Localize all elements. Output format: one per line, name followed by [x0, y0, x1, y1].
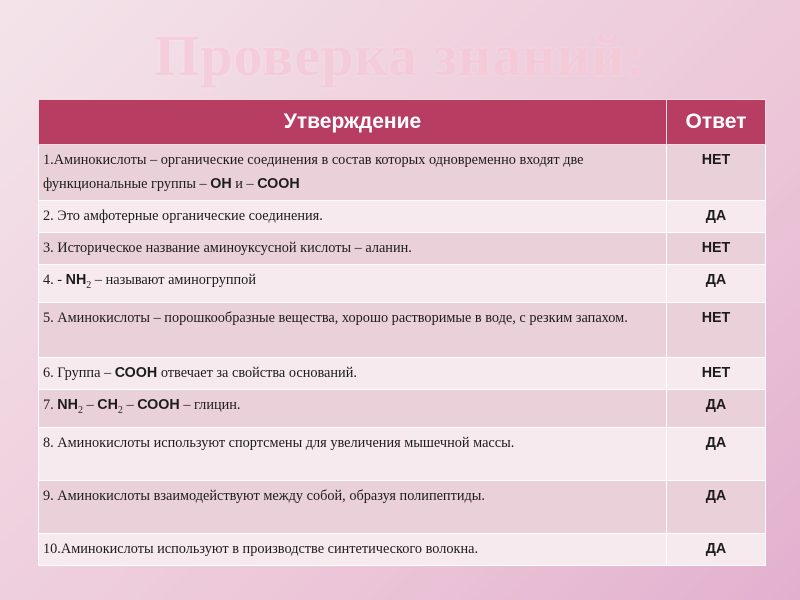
subscript: 2 — [77, 404, 83, 416]
table-row — [39, 480, 766, 533]
statement-text: 9. Аминокислоты взаимодействуют между собой, образуя полипептиды. — [43, 487, 485, 504]
answer-cell: ДА — [667, 201, 766, 233]
formula: ОН — [210, 176, 232, 192]
quiz-table — [38, 99, 766, 566]
table-row — [39, 357, 766, 389]
formula: NH — [57, 396, 78, 413]
formula: CH — [97, 396, 118, 413]
table-row — [39, 389, 766, 427]
table-row — [39, 201, 766, 233]
statement-text: 8. Аминокислоты используют спортсмены для увеличения мышечной массы. — [43, 434, 515, 451]
answer-cell: НЕТ — [667, 233, 766, 265]
statement-text: отвечает за свойства оснований. — [157, 364, 357, 381]
statement-text: 3. Историческое название аминоуксусной кислоты – аланин. — [43, 240, 412, 256]
slide-title: Проверка знаний: — [154, 23, 646, 88]
answer-cell: ДА — [667, 265, 766, 303]
table-row — [39, 233, 766, 265]
table-header-row — [39, 100, 766, 145]
table-row — [39, 533, 766, 565]
statement-cell — [39, 145, 667, 201]
statement-text: – называют аминогруппой — [91, 272, 256, 288]
formula: NH — [65, 272, 87, 288]
table-row — [39, 145, 766, 201]
statement-cell — [39, 233, 667, 265]
answer-cell: ДА — [667, 533, 766, 565]
statement-text: 10.Аминокислоты используют в производстве синтетического волокна. — [43, 540, 479, 557]
formula: СООН — [114, 364, 158, 381]
table-row — [39, 302, 766, 357]
statement-cell — [39, 265, 667, 303]
statement-cell — [39, 302, 667, 357]
statement-text: 7. — [43, 396, 58, 413]
statement-text: – — [122, 396, 138, 413]
statement-cell — [39, 201, 667, 233]
statement-cell — [39, 427, 667, 480]
statement-text: 5. Аминокислоты – порошкообразные вещества, хорошо растворимые в воде, с резким запахом. — [43, 309, 628, 326]
subscript: 2 — [117, 404, 123, 416]
answer-cell: НЕТ — [667, 302, 766, 357]
statement-text: 2. Это амфотерные органические соединения. — [43, 208, 323, 224]
statement-cell — [39, 480, 667, 533]
answer-cell: НЕТ — [667, 357, 766, 389]
statement-text: – глицин. — [179, 396, 241, 413]
answer-cell: ДА — [667, 480, 766, 533]
statement-cell — [39, 357, 667, 389]
statement-text: 4. - — [43, 272, 66, 288]
statement-text: 6. Группа – — [43, 364, 115, 381]
statement-text: 1.Аминокислоты – органические соединения в состав которых одновременно входят две функциональные группы – — [43, 152, 584, 192]
formula: СООН — [137, 396, 180, 413]
table-row — [39, 427, 766, 480]
header-answer: Ответ — [667, 100, 766, 145]
formula: СООН — [257, 176, 300, 192]
answer-cell: ДА — [667, 427, 766, 480]
statement-cell — [39, 389, 667, 427]
statement-cell — [39, 533, 667, 565]
subscript: 2 — [86, 279, 92, 291]
header-statement: Утверждение — [39, 100, 667, 145]
statement-text: и – — [231, 176, 258, 192]
statement-text: – — [82, 396, 98, 413]
table-row — [39, 265, 766, 303]
answer-cell: НЕТ — [667, 145, 766, 201]
answer-cell: ДА — [667, 389, 766, 427]
